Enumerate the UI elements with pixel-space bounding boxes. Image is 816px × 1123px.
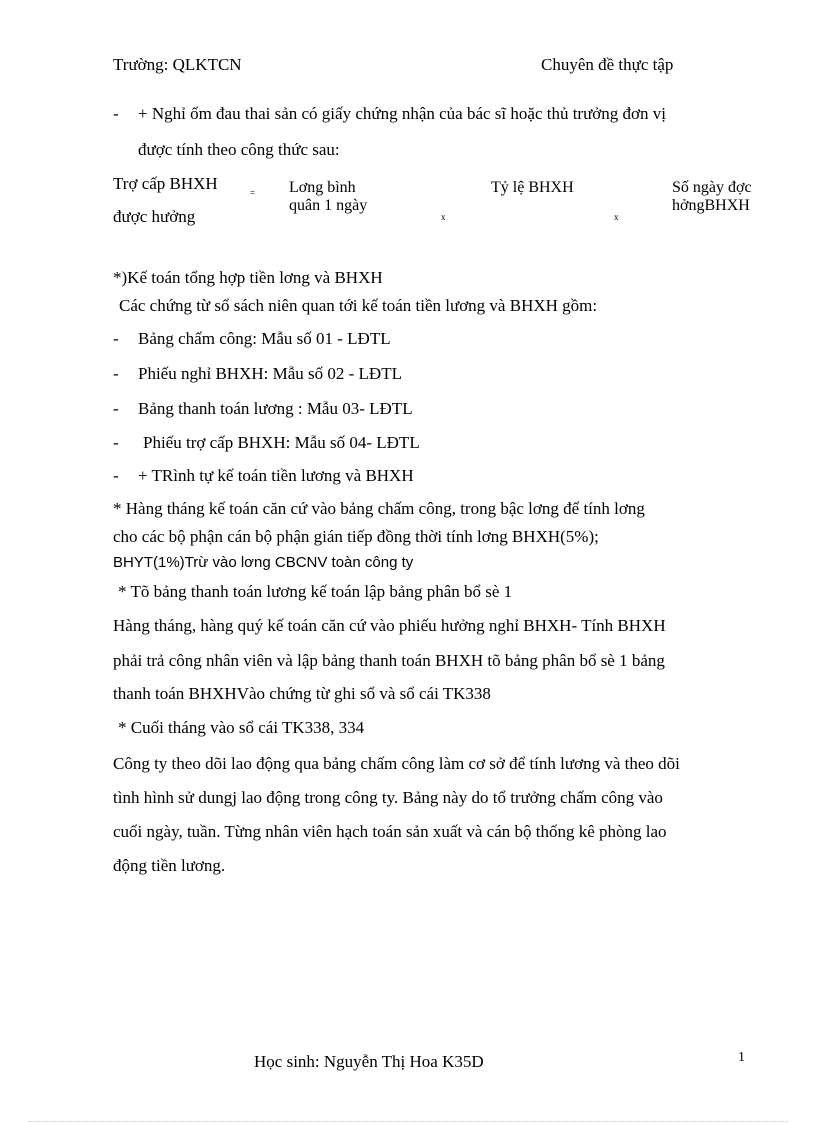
list-item: Phiếu nghỉ BHXH: Mẫu số 02 - LĐTL bbox=[138, 364, 402, 383]
section3-line-2: phải trả công nhân viên và lập bảng thanh toán BHXH tõ bảng phân bổ sè 1 bảng bbox=[113, 651, 665, 670]
formula-equals: = bbox=[250, 188, 256, 198]
intro-line-1: + Nghỉ ốm đau thai sản có giấy chứng nhận của bác sĩ hoặc thủ trưởng đơn vị bbox=[138, 104, 667, 123]
section2-line-4: * Tõ bảng thanh toán lương kế toán lập bảng phân bổ sè 1 bbox=[118, 582, 513, 601]
formula-left-line-1: Trợ cấp BHXH bbox=[113, 174, 218, 193]
section3-line-4: * Cuối tháng vào sổ cái TK338, 334 bbox=[118, 718, 365, 737]
section3-line-3: thanh toán BHXHVào chứng từ ghi sổ và sổ cái TK338 bbox=[113, 684, 491, 703]
section2-line-1: * Hàng tháng kế toán căn cứ vào bảng chấm công, trong bậc lơng để tính lơng bbox=[113, 499, 645, 518]
formula-times-2: x bbox=[614, 212, 619, 222]
page-number: 1 bbox=[738, 1050, 745, 1065]
section3-line-1: Hàng tháng, hàng quý kế toán căn cứ vào phiếu hưởng nghỉ BHXH- Tính BHXH bbox=[113, 616, 666, 635]
intro-bullet: - bbox=[113, 104, 119, 123]
formula-left-line-2: được hưởng bbox=[113, 207, 196, 226]
page-bottom-divider bbox=[28, 1121, 788, 1122]
list-item: + TRình tự kế toán tiền lương và BHXH bbox=[138, 466, 414, 485]
list-item: Bảng chấm công: Mẫu số 01 - LĐTL bbox=[138, 329, 391, 348]
list-item-dash: - bbox=[113, 364, 119, 383]
section4-line-1: Công ty theo dõi lao động qua bảng chấm công làm cơ sở để tính lương và theo dõi bbox=[113, 754, 680, 773]
list-item: Phiếu trợ cấp BHXH: Mẫu số 04- LĐTL bbox=[143, 433, 420, 452]
list-item-dash: - bbox=[113, 329, 119, 348]
footer-student: Học sinh: Nguyễn Thị Hoa K35D bbox=[254, 1052, 484, 1071]
list-item-dash: - bbox=[113, 399, 119, 418]
formula-times-1: x bbox=[441, 212, 446, 222]
formula-term2: Tỷ lệ BHXH bbox=[491, 179, 574, 196]
section4-line-4: động tiền lương. bbox=[113, 856, 226, 875]
list-item-dash: - bbox=[113, 433, 119, 452]
header-school: Trường: QLKTCN bbox=[113, 55, 242, 74]
list-item: Bảng thanh toán lương : Mẫu 03- LĐTL bbox=[138, 399, 413, 418]
formula-term3-line-1: Số ngày đợc bbox=[672, 179, 752, 196]
section1-heading: *)Kế toán tổng hợp tiền lơng và BHXH bbox=[113, 268, 383, 287]
list-item-dash: - bbox=[113, 466, 119, 485]
section4-line-3: cuối ngày, tuần. Từng nhân viên hạch toán sản xuất và cán bộ thống kê phòng lao bbox=[113, 822, 667, 841]
section1-intro: Các chứng từ sổ sách niên quan tới kế toán tiền lương và BHXH gồm: bbox=[119, 296, 598, 315]
intro-line-2: được tính theo công thức sau: bbox=[138, 140, 340, 159]
formula-term1-line-1: Lơng bình bbox=[289, 179, 356, 196]
section2-line-2: cho các bộ phận cán bộ phận gián tiếp đồng thời tính lơng BHXH(5%); bbox=[113, 527, 599, 546]
formula-term3-line-2: hởngBHXH bbox=[672, 197, 750, 214]
section4-line-2: tình hình sử dungj lao động trong công ty. Bảng này do tổ trưởng chấm công vào bbox=[113, 788, 663, 807]
header-topic: Chuyên đề thực tập bbox=[541, 55, 674, 74]
section2-line-3: BHYT(1%)Trừ vào lơng CBCNV toàn công ty bbox=[113, 554, 414, 571]
formula-term1-line-2: quân 1 ngày bbox=[289, 197, 368, 214]
